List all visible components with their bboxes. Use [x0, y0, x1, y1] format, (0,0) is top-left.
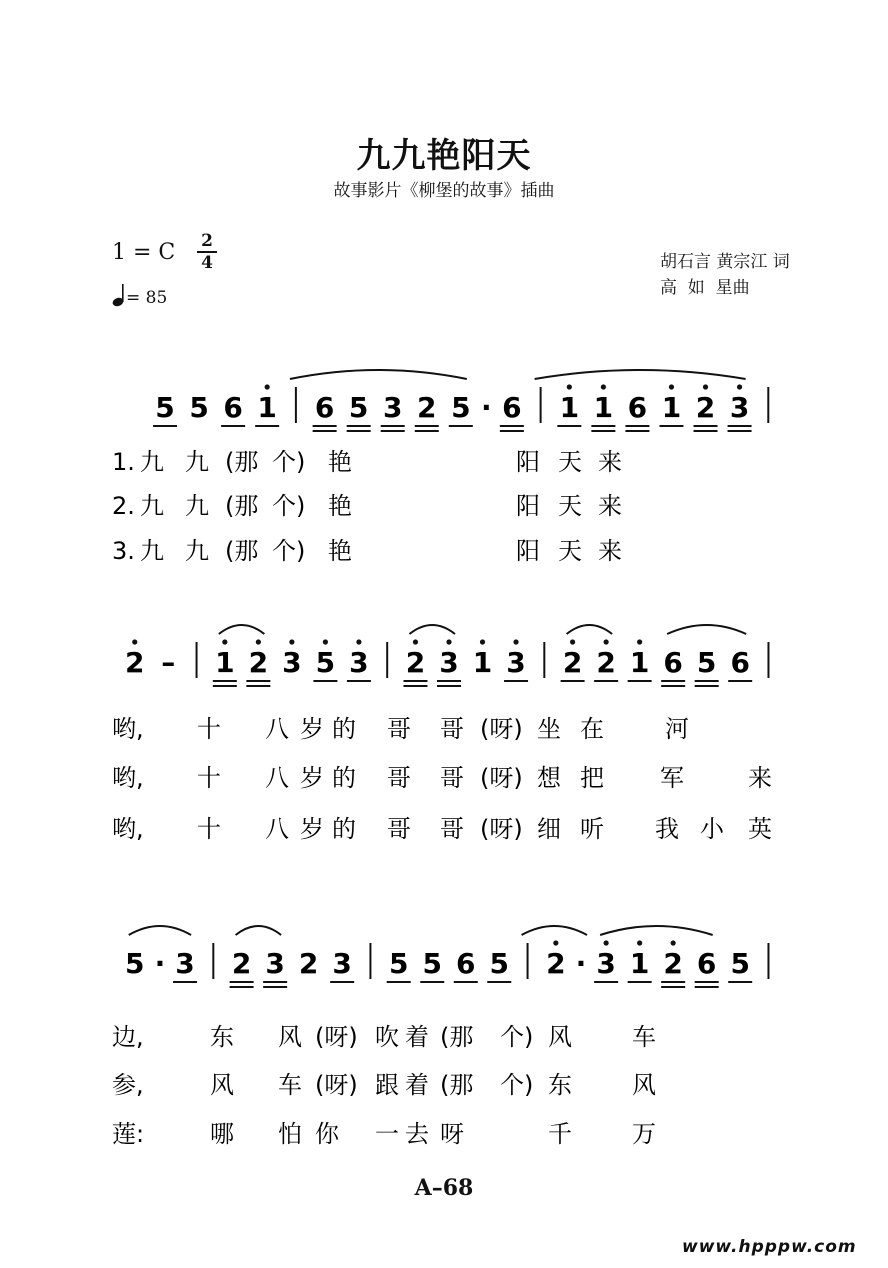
note: 3: [506, 646, 526, 679]
watermark: www.hpppw.com: [682, 1237, 857, 1257]
lyric-syllable: 英: [748, 815, 772, 843]
lyric-syllable: 的: [332, 715, 356, 743]
octave-dot: [446, 639, 451, 644]
lyric-syllable: 岁: [300, 764, 324, 792]
lyric-syllable: 来: [598, 448, 622, 476]
lyric-syllable: 的: [332, 764, 356, 792]
time-signature-bottom: 4: [201, 253, 213, 273]
lyric-syllable: 阳: [516, 448, 540, 476]
note: 3: [439, 646, 459, 679]
lyric-syllable: 风: [632, 1071, 656, 1099]
lyric-syllable: 车: [278, 1071, 302, 1099]
lyric-syllable: 去: [405, 1120, 429, 1148]
slur: [535, 370, 746, 379]
octave-dot: [265, 384, 270, 389]
lyric-syllable: 八: [265, 815, 289, 843]
note: 2: [663, 947, 683, 980]
note: 1: [559, 391, 580, 424]
lyric-syllable: (呀): [480, 815, 523, 843]
lyric-syllable: 边,: [112, 1023, 144, 1051]
note: 2: [298, 947, 319, 980]
lyric-syllable: 着: [405, 1071, 429, 1099]
lyric-syllable: 天: [558, 448, 582, 476]
lyric-syllable: 着: [405, 1023, 429, 1051]
note: 6: [730, 646, 750, 679]
lyric-syllable: 九: [140, 537, 164, 565]
lyric-syllable: 九: [140, 492, 164, 520]
note: 6: [696, 947, 717, 980]
lyric-syllable: 的: [332, 815, 356, 843]
lyric-syllable: 风: [210, 1071, 234, 1099]
lyric-syllable: 艳: [328, 537, 352, 565]
note: 1: [593, 391, 614, 424]
lyric-syllable: 哥: [387, 715, 411, 743]
lyric-syllable: 军: [660, 764, 684, 792]
slur: [600, 926, 713, 935]
note: 1: [257, 391, 277, 424]
lyric-syllable: 把: [580, 764, 604, 792]
lyric-syllable: 想: [537, 764, 561, 792]
octave-dot: [289, 639, 294, 644]
note: 6: [502, 391, 522, 424]
lyric-syllable: 听: [580, 815, 604, 843]
lyric-syllable: 来: [598, 492, 622, 520]
lyric-syllable: 怕: [278, 1120, 302, 1148]
lyric-syllable: 一: [375, 1120, 399, 1148]
lyric-syllable: 吹: [375, 1023, 399, 1051]
time-signature-top: 2: [201, 231, 213, 251]
lyric-syllable: 阳: [516, 537, 540, 565]
slur: [219, 625, 265, 634]
lyric-syllable: 呀: [440, 1120, 464, 1148]
lyric-syllable: 哟,: [112, 764, 144, 792]
octave-dot: [132, 639, 137, 644]
octave-dot: [222, 639, 227, 644]
lyric-syllable: 莲:: [112, 1120, 145, 1148]
lyric-syllable: 个): [272, 537, 306, 565]
slur: [522, 926, 587, 935]
augmentation-dot: ·: [575, 947, 587, 980]
octave-dot: [567, 384, 572, 389]
lyric-syllable: 艳: [328, 492, 352, 520]
lyric-syllable: 八: [265, 715, 289, 743]
note: 2: [125, 646, 145, 679]
extension-dash: –: [161, 646, 176, 679]
note: 5: [489, 947, 510, 980]
note: 6: [223, 391, 243, 424]
lyric-syllable: 坐: [537, 715, 561, 743]
octave-dot: [604, 639, 609, 644]
lyric-syllable: 3.: [112, 537, 135, 565]
lyric-syllable: 1.: [112, 448, 135, 476]
lyric-syllable: 八: [265, 764, 289, 792]
note: 6: [456, 947, 476, 980]
octave-dot: [513, 639, 518, 644]
note: 5: [451, 391, 471, 424]
lyric-syllable: 河: [665, 715, 689, 743]
note: 6: [663, 646, 683, 679]
octave-dot: [637, 940, 642, 945]
note: 1: [215, 646, 235, 679]
song-title: 九九艳阳天: [356, 136, 532, 176]
lyric-syllable: 个): [272, 492, 306, 520]
lyric-syllable: 哥: [440, 715, 464, 743]
note: 3: [729, 391, 750, 424]
octave-dot: [356, 639, 361, 644]
note: 2: [546, 947, 566, 980]
note: 2: [248, 646, 269, 679]
octave-dot: [703, 384, 708, 389]
note: 5: [696, 646, 717, 679]
lyric-syllable: 个): [272, 448, 306, 476]
augmentation-dot: ·: [481, 391, 492, 424]
note: 3: [596, 947, 616, 980]
lyric-syllable: 岁: [300, 715, 324, 743]
lyric-syllable: 千: [548, 1120, 572, 1148]
note: 3: [282, 646, 302, 679]
note: 5: [388, 947, 409, 980]
note: 2: [695, 391, 716, 424]
note: 2: [562, 646, 583, 679]
note: 3: [382, 391, 403, 424]
lyric-syllable: (那: [225, 492, 259, 520]
lyric-syllable: 我: [655, 815, 679, 843]
note: 1: [629, 947, 650, 980]
lyric-syllable: 车: [632, 1023, 656, 1051]
lyric-syllable: (呀): [480, 715, 523, 743]
song-subtitle: 故事影片《柳堡的故事》插曲: [333, 181, 555, 201]
lyric-syllable: 来: [748, 764, 772, 792]
augmentation-dot: ·: [154, 947, 166, 980]
note: 3: [332, 947, 352, 980]
lyric-syllable: 九: [140, 448, 164, 476]
lyric-syllable: 九: [185, 492, 209, 520]
lyric-syllable: 个): [500, 1023, 534, 1051]
lyric-syllable: (那: [225, 537, 259, 565]
composer-credit: 高 如 星曲: [660, 278, 750, 298]
lyric-syllable: 在: [580, 715, 604, 743]
octave-dot: [601, 384, 606, 389]
octave-dot: [737, 384, 742, 389]
lyric-syllable: (那: [440, 1023, 474, 1051]
lyric-syllable: 来: [598, 537, 622, 565]
note: 6: [627, 391, 648, 424]
note: 5: [348, 391, 369, 424]
lyric-syllable: (呀): [315, 1071, 358, 1099]
lyric-syllable: 你: [315, 1120, 339, 1148]
lyric-syllable: 东: [210, 1023, 234, 1051]
note: 5: [125, 947, 145, 980]
lyric-syllable: 哥: [387, 764, 411, 792]
lyric-syllable: 哥: [387, 815, 411, 843]
lyricist-credit: 胡石言 黄宗江 词: [660, 252, 790, 272]
lyric-syllable: 哥: [440, 815, 464, 843]
lyric-syllable: 九: [185, 448, 209, 476]
slur: [290, 370, 467, 379]
lyric-syllable: 跟: [375, 1071, 399, 1099]
note: 3: [175, 947, 195, 980]
note: 1: [661, 391, 682, 424]
octave-dot: [637, 639, 642, 644]
lyric-syllable: (呀): [315, 1023, 358, 1051]
note: 5: [189, 391, 209, 424]
note: 5: [155, 391, 175, 424]
lyric-syllable: 小: [700, 815, 724, 843]
lyric-syllable: 东: [548, 1071, 572, 1099]
lyric-syllable: 哟,: [112, 715, 144, 743]
lyric-syllable: (呀): [480, 764, 523, 792]
lyric-syllable: 九: [185, 537, 209, 565]
note: 5: [422, 947, 442, 980]
octave-dot: [256, 639, 261, 644]
lyric-syllable: 个): [500, 1071, 534, 1099]
slur: [236, 926, 282, 935]
octave-dot: [669, 384, 674, 389]
note: 5: [730, 947, 750, 980]
lyric-syllable: 风: [548, 1023, 572, 1051]
lyric-syllable: 天: [558, 492, 582, 520]
lyric-syllable: 哥: [440, 764, 464, 792]
note: 2: [417, 391, 437, 424]
lyric-syllable: 岁: [300, 815, 324, 843]
lyric-syllable: 艳: [328, 448, 352, 476]
note: 6: [314, 391, 335, 424]
note: 5: [315, 646, 336, 679]
lyric-syllable: 2.: [112, 492, 135, 520]
lyric-syllable: 哪: [210, 1120, 234, 1148]
lyric-syllable: 万: [632, 1120, 656, 1148]
note: 2: [231, 947, 252, 980]
octave-dot: [604, 940, 609, 945]
lyric-syllable: 十: [197, 764, 221, 792]
octave-dot: [671, 940, 676, 945]
lyric-syllable: 哟,: [112, 815, 144, 843]
lyric-syllable: 阳: [516, 492, 540, 520]
note: 3: [265, 947, 285, 980]
key-signature: 1 = C: [112, 240, 176, 265]
octave-dot: [323, 639, 328, 644]
lyric-syllable: 参,: [112, 1071, 144, 1099]
slur: [409, 625, 455, 634]
octave-dot: [413, 639, 418, 644]
slur: [567, 625, 613, 634]
lyric-syllable: (那: [440, 1071, 474, 1099]
note: 2: [405, 646, 426, 679]
octave-dot: [480, 639, 485, 644]
lyric-syllable: 细: [537, 815, 561, 843]
lyric-syllable: 十: [197, 715, 221, 743]
lyric-syllable: 十: [197, 815, 221, 843]
note: 2: [596, 646, 616, 679]
slur: [667, 625, 746, 634]
lyric-syllable: 风: [278, 1023, 302, 1051]
note: 1: [629, 646, 650, 679]
tempo-value: = 85: [126, 288, 168, 308]
lyric-syllable: (那: [225, 448, 259, 476]
note: 1: [472, 646, 493, 679]
slur: [129, 926, 191, 935]
octave-dot: [553, 940, 558, 945]
note: 3: [349, 646, 369, 679]
octave-dot: [570, 639, 575, 644]
page-number: A–68: [414, 1175, 474, 1201]
lyric-syllable: 天: [558, 537, 582, 565]
